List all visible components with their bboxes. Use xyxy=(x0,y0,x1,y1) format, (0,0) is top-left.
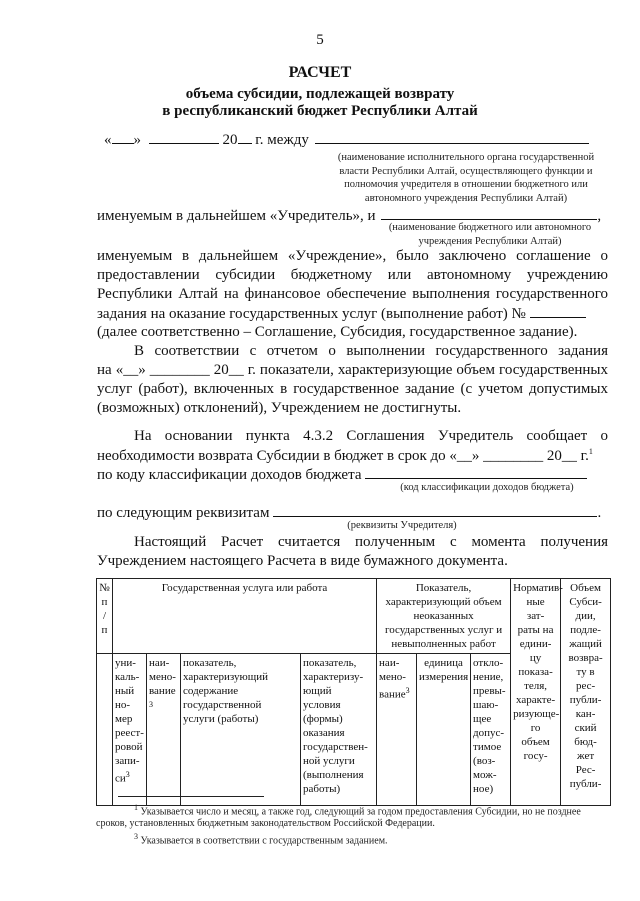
date-year-suffix: г. между xyxy=(255,132,309,148)
footnote-3: $^3$ Указывается в соответствии с государственным заданием. xyxy=(134,832,388,847)
header-content-indicator: показатель, характеризующий содержание государственной услуги (работы) xyxy=(181,654,301,806)
page-number: 5 xyxy=(316,32,324,48)
paragraph-1-line-1: именуемым в дальнейшем «Учреждение», было заключено соглашение о xyxy=(97,248,608,264)
paragraph-1-line-2: предоставлении субсидии бюджетному или автономному учреждению xyxy=(97,267,608,283)
document-subtitle-2: в республиканский бюджет Республики Алтай xyxy=(162,103,478,119)
date-year-prefix: 20 xyxy=(222,132,238,148)
paragraph-2-line-1: В соответствии с отчетом о выполнении государственного задания xyxy=(134,343,608,359)
header-number-empty xyxy=(97,654,113,806)
header-indicator: Показатель, характеризующий объем неоказанных государственных услуг и невыполненных работ xyxy=(377,579,511,654)
calculation-table xyxy=(96,578,611,806)
footnote-ref-1: 1 xyxy=(588,447,593,456)
founder-line: именуемым в дальнейшем «Учредитель», и , xyxy=(97,208,602,224)
date-quote-close: » xyxy=(133,132,141,148)
document-subtitle-1: объема субсидии, подлежащей возврату xyxy=(185,86,455,102)
header-indicator-name: наи- мено- вание$^3$ xyxy=(377,654,417,806)
paragraph-2-line-2: на «__» ________ 20__ г. показатели, характеризующие объем государственных xyxy=(97,362,608,378)
document-title: РАСЧЕТ xyxy=(288,64,352,81)
paragraph-2-line-4: (возможных) отклонений), Учреждением не достигнуты. xyxy=(97,400,462,416)
requisites-line: по следующим реквизитам . xyxy=(97,505,602,521)
paragraph-1-line-5: (далее соответственно – Соглашение, Субсидия, государственное задание). xyxy=(97,324,578,340)
header-number: № п / п xyxy=(97,579,113,654)
header-unique-number: уни- каль- ный но- мер реест- ровой запи- $си^3$ xyxy=(113,654,147,806)
header-deviation: откло- нение, превы- шаю- щее допус- тимое (воз- мож- ное) xyxy=(471,654,511,806)
paragraph-4-line-2: Учреждением настоящего Расчета в виде бумажного документа. xyxy=(97,553,508,569)
code-caption: (код классификации доходов бюджета) xyxy=(400,482,574,493)
footnote-1-line-2: сроков, установленных бюджетным законодательством Российской Федерации. xyxy=(96,818,435,829)
paragraph-1-line-4: задания на оказание государственных услуг (выполнение работ) № xyxy=(97,305,608,323)
header-norm: Норматив- ные зат- раты на едини- цу показа- теля, характе- ризующе- го объем госу- xyxy=(511,579,561,806)
paragraph-3-line-2: необходимости возврата Субсидии в бюджет в срок до «__» ________ 20__ г.$^1$ xyxy=(97,447,593,464)
paragraph-4-line-1: Настоящий Расчет считается полученным с момента получения xyxy=(134,534,608,550)
paragraph-3-line-3: по коду классификации доходов бюджета xyxy=(97,466,608,484)
institution-caption: (наименование бюджетного или автономного учреждения Республики Алтай) xyxy=(388,222,592,247)
header-conditions-indicator: показатель, характеризу- ющий условия (формы) оказания государствен- ной услуги (выполнения работы) xyxy=(301,654,377,806)
footnote-separator xyxy=(118,796,264,797)
date-quote-open: « xyxy=(104,132,112,148)
paragraph-2-line-3: услуг (работ), включенных в государственное задание (с учетом допустимых xyxy=(97,381,608,397)
paragraph-1-line-3: Республики Алтай на финансовое обеспечение выполнения государственного xyxy=(97,286,608,302)
requisites-caption: (реквизиты Учредителя) xyxy=(347,520,457,531)
date-line xyxy=(104,131,589,149)
header-unit: единица измерения xyxy=(417,654,471,806)
header-service-name: наи- мено- вание $^3$ xyxy=(147,654,181,806)
paragraph-3-line-1: На основании пункта 4.3.2 Соглашения Учредитель сообщает о xyxy=(134,428,608,444)
footnote-1-line-1: $^1$ Указывается число и месяц, а также год, следующий за годом предоставления Субсидии, но не позднее xyxy=(134,803,581,818)
header-service: Государственная услуга или работа xyxy=(113,579,377,654)
founder-caption: (наименование исполнительного органа государственной власти Республики Алтай, осуществляющего функции и полномочия учредителя в отношении бюджетного или автономного учреждения Республики Алтай) xyxy=(337,152,595,204)
header-volume: Объем Субси- дии, подле- жащий возвра- ту в рес- публи- кан- ский бюд- жет Рес- публи- xyxy=(561,579,611,806)
